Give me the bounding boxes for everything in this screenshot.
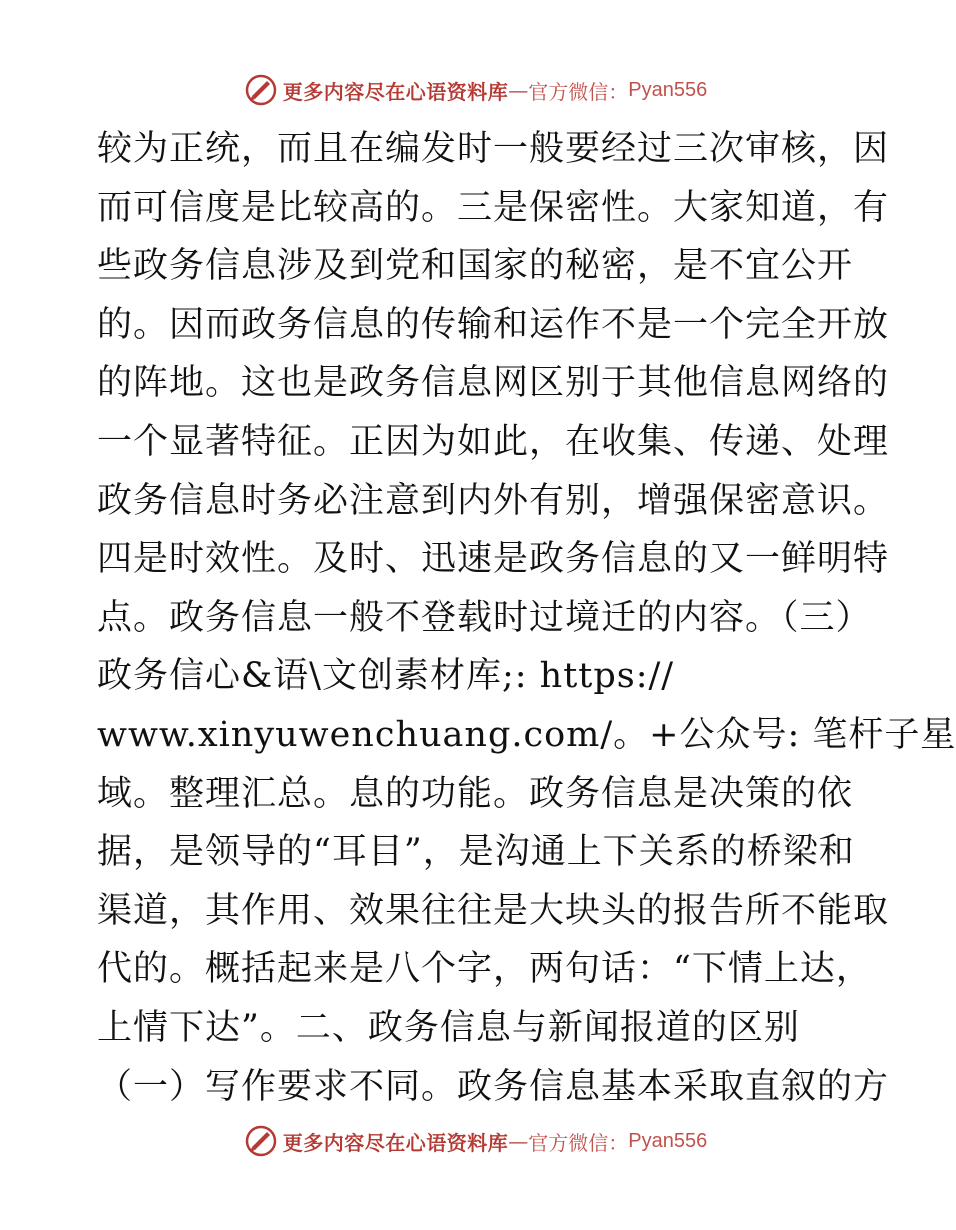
- text-line: 较为正统，而且在编发时一般要经过三次审核，因: [97, 129, 890, 169]
- text-line: 一个显著特征。正因为如此，在收集、传递、处理: [97, 421, 890, 462]
- footer-brand-text: 更多内容尽在心语资料库: [282, 1130, 509, 1155]
- text-line: 渠道，其作用、效果往往是大块头的报告所不能取: [97, 890, 890, 931]
- text-line: 些政务信息涉及到党和国家的秘密，是不宜公开: [97, 246, 854, 287]
- footer-banner: [0, 1121, 950, 1161]
- brand-logo-icon: [243, 1123, 279, 1159]
- text-line: 四是时效性。及时、迅速是政务信息的又一鲜明特: [97, 539, 890, 580]
- text-line: 政务信息时务必注意到内外有别，增强保密意识。: [97, 480, 890, 521]
- text-line: 代的。概括起来是八个字，两句话：“下情上达，: [97, 949, 872, 990]
- header-separator: —: [508, 78, 529, 102]
- text-line: 的阵地。这也是政务信息网区别于其他信息网络的: [97, 363, 890, 404]
- text-line: 域。整理汇总。息的功能。政务信息是决策的依: [97, 773, 854, 814]
- header-wechat-id: Pyan556: [628, 78, 708, 101]
- text-line: 上情下达”。二、政务信息与新闻报道的区别: [97, 1007, 800, 1048]
- text-line: 点。政务信息一般不登载时过境迁的内容。（三）: [97, 597, 872, 638]
- footer-wechat-label: 官方微信：: [528, 1130, 629, 1155]
- footer-separator: —: [508, 1129, 529, 1153]
- footer-wechat-id: Pyan556: [628, 1129, 708, 1152]
- text-line: （一）写作要求不同。政务信息基本采取直叙的方: [97, 1066, 890, 1107]
- header-wechat-label: 官方微信：: [528, 79, 629, 104]
- text-line: 据，是领导的“耳目”，是沟通上下关系的桥梁和: [97, 832, 855, 873]
- text-line: 而可信度是比较高的。三是保密性。大家知道，有: [97, 187, 890, 228]
- header-banner: [0, 70, 950, 110]
- text-line: 政务信心&语\文创素材库;: https://: [97, 656, 675, 697]
- brand-logo-icon: [243, 72, 279, 108]
- body-text: [97, 120, 956, 1116]
- text-line: www.xinyuwenchuang.com/。+公众号: 笔杆子星: [97, 714, 956, 755]
- header-brand-text: 更多内容尽在心语资料库: [282, 79, 509, 104]
- text-line: 的。因而政务信息的传输和运作不是一个完全开放: [97, 304, 890, 345]
